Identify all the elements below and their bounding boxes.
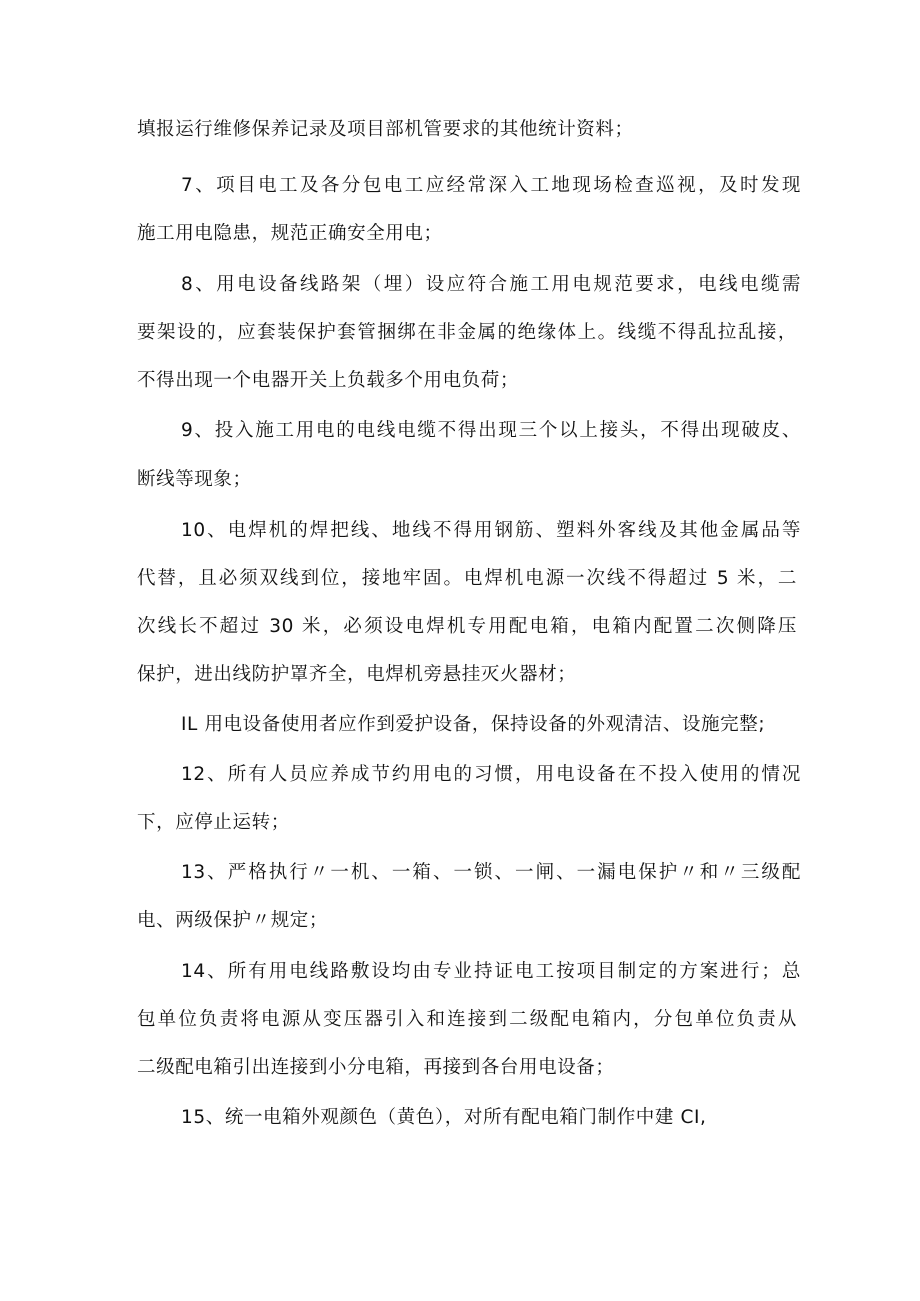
item-13-line-1: 13、严格执行〃一机、一箱、一锁、一闸、一漏电保护〃和〃三级配 <box>181 862 801 883</box>
item-9-line-2: 断线等现象； <box>137 469 252 490</box>
item-7-line-2: 施工用电隐患，规范正确安全用电； <box>137 223 443 244</box>
item-9-line-1: 9、投入施工用电的电线电缆不得出现三个以上接头，不得出现破皮、 <box>181 420 801 441</box>
item-8-line-2: 要架设的，应套装保护套管捆绑在非金属的绝缘体上。线缆不得乱拉乱接， <box>137 322 797 343</box>
item-11-line-1: IL 用电设备使用者应作到爱护设备，保持设备的外观清洁、设施完整; <box>181 714 766 735</box>
item-8-line-1: 8、用电设备线路架（埋）设应符合施工用电规范要求，电线电缆需 <box>181 274 801 295</box>
item-8-line-3: 不得出现一个电器开关上负载多个用电负荷； <box>137 370 520 391</box>
item-12-line-2: 下，应停止运转； <box>137 812 290 833</box>
item-13-line-2: 电、两级保护〃规定； <box>137 910 329 931</box>
item-14-line-1: 14、所有用电线路敷设均由专业持证电工按项目制定的方案进行；总 <box>181 961 801 982</box>
item-10-line-3: 次线长不超过 30 米，必须设电焊机专用配电箱，电箱内配置二次侧降压 <box>137 616 797 637</box>
item-10-line-4: 保护，进出线防护罩齐全，电焊机旁悬挂灭火器材； <box>137 664 577 685</box>
item-10-line-2: 代替，且必须双线到位，接地牢固。电焊机电源一次线不得超过 5 米，二 <box>137 568 797 589</box>
item-10-line-1: 10、电焊机的焊把线、地线不得用钢筋、塑料外客线及其他金属品等 <box>181 520 801 541</box>
item-12-line-1: 12、所有人员应养成节约用电的习惯，用电设备在不投入使用的情况 <box>181 764 801 785</box>
text-line-1: 填报运行维修保养记录及项目部机管要求的其他统计资料； <box>137 119 634 140</box>
item-14-line-3: 二级配电箱引出连接到小分电箱，再接到各台用电设备； <box>137 1057 615 1078</box>
item-7-line-1: 7、项目电工及各分包电工应经常深入工地现场检查巡视，及时发现 <box>181 175 801 196</box>
item-14-line-2: 包单位负责将电源从变压器引入和连接到二级配电箱内，分包单位负责从 <box>137 1009 797 1030</box>
item-15-line-1: 15、统一电箱外观颜色（黄色），对所有配电箱门制作中建 CI, <box>181 1107 707 1128</box>
